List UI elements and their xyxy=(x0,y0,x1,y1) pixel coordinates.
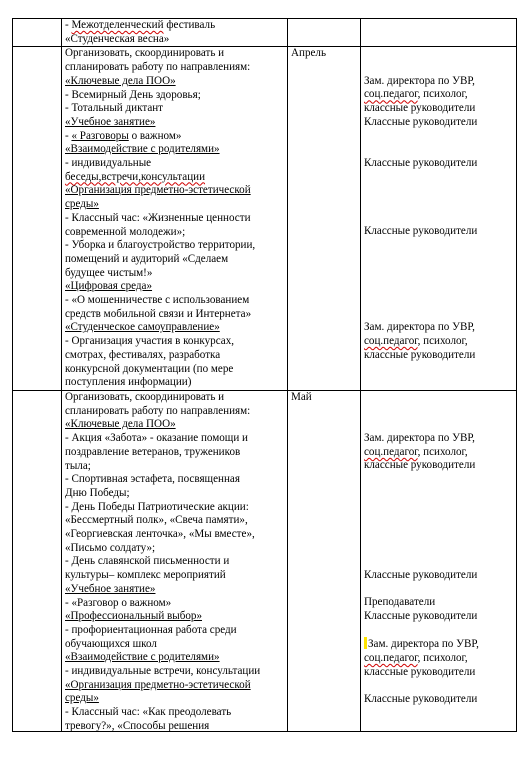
section-heading: среды» xyxy=(65,692,99,705)
responsible-line: Классные руководители xyxy=(364,568,478,581)
responsible-line: Классные руководители xyxy=(364,693,478,706)
responsible-line: Преподаватели xyxy=(364,596,436,609)
activity-line: средств мобильной связи и Интернета» xyxy=(65,307,252,320)
month-label: Апрель xyxy=(291,47,327,60)
activities-cell xyxy=(62,47,288,391)
activity-line: «Письмо солдату»; xyxy=(65,541,156,554)
activity-line: «Бессмертный полк», «Свеча памяти», xyxy=(65,514,248,527)
activity-line: - День славянской письменности и xyxy=(65,555,230,568)
activity-line: «Георгиевская ленточка», «Мы вместе», xyxy=(65,528,255,541)
activity-line: - «Разговор о важном» xyxy=(65,596,172,609)
responsible-cell xyxy=(361,47,517,391)
activity-line: спланировать работу по направлениям: xyxy=(65,404,251,417)
responsible-line: Классные руководители xyxy=(364,225,478,238)
section-heading: «Студенческое самоуправление» xyxy=(65,321,220,334)
activities-cell xyxy=(62,19,288,47)
responsible-line: классные руководители xyxy=(364,665,476,678)
responsible-line: соц.педагог, психолог, xyxy=(364,652,468,665)
activity-line: - Тотальный диктант xyxy=(65,102,164,115)
activity-line: поступления информации) xyxy=(65,376,192,389)
activity-line: тыла; xyxy=(65,459,91,472)
number-cell xyxy=(13,19,62,47)
responsible-line: классные руководители xyxy=(364,459,476,472)
activity-line: Дню Победы; xyxy=(65,486,130,499)
activity-line: - Всемирный День здоровья; xyxy=(65,88,201,101)
section-heading: «Цифровая среда» xyxy=(65,280,153,293)
activity-line: поздравление ветеранов, тружеников xyxy=(65,445,241,458)
activity-line: беседы,встречи,консультации xyxy=(65,170,206,183)
activity-line: - Классный час: «Жизненные ценности xyxy=(65,211,251,224)
activity-line: - индивидуальные встречи, консультации xyxy=(65,665,261,678)
responsible-line: соц.педагог, психолог, xyxy=(364,445,468,458)
text-highlight-mark xyxy=(364,637,367,649)
section-heading: «Ключевые дела ПОО» xyxy=(65,418,176,431)
responsible-line: Зам. директора по УВР, xyxy=(364,637,513,652)
activity-line: - Межотделенческий фестиваль xyxy=(65,19,216,31)
responsible-line: классные руководители xyxy=(364,102,476,115)
responsible-line: Зам. директора по УВР, xyxy=(364,321,475,334)
activity-line: - индивидуальные xyxy=(65,157,152,170)
responsible-cell xyxy=(361,390,517,731)
month-cell xyxy=(288,47,361,391)
activities-cell xyxy=(62,390,288,731)
section-heading: «Организация предметно-эстетической xyxy=(65,678,251,691)
activity-line: Организовать, скоординировать и xyxy=(65,47,225,60)
activity-line: - «О мошенничестве с использованием xyxy=(65,294,250,307)
plan-table xyxy=(12,18,517,732)
responsible-line: Классные руководители xyxy=(364,115,478,128)
activity-line: будущее чистым!» xyxy=(65,266,153,279)
activity-line: - профориентационная работа среди xyxy=(65,623,237,636)
month-cell xyxy=(288,390,361,731)
responsible-line: соц.педагог, психолог, xyxy=(364,88,468,101)
section-heading: среды» xyxy=(65,198,99,211)
activity-line: помещений и аудиторий «Сделаем xyxy=(65,252,229,265)
section-heading: «Ключевые дела ПОО» xyxy=(65,74,176,87)
activity-line: - Классный час: «Как преодолевать xyxy=(65,706,232,719)
table-row xyxy=(13,390,517,731)
section-heading: «Взаимодействие с родителями» xyxy=(65,651,220,664)
responsible-line: Зам. директора по УВР, xyxy=(364,432,475,445)
table-row xyxy=(13,47,517,391)
activity-line: культуры– комплекс мероприятий xyxy=(65,569,226,582)
activity-line: смотрах, фестивалях, разработка xyxy=(65,348,221,361)
responsible-line: Классные руководители xyxy=(364,610,478,623)
responsible-line: соц.педагог, психолог, xyxy=(364,334,468,347)
section-heading: «Учебное занятие» xyxy=(65,582,156,595)
activity-line: - Организация участия в конкурсах, xyxy=(65,335,235,348)
responsible-line: классные руководители xyxy=(364,348,476,361)
table-row xyxy=(13,19,517,47)
activity-line: современной молодежи»; xyxy=(65,225,186,238)
activity-line: Организовать, скоординировать и xyxy=(65,390,225,403)
activity-line: - Спортивная эстафета, посвященная xyxy=(65,473,240,486)
number-cell xyxy=(13,47,62,391)
responsible-line: Классные руководители xyxy=(364,156,478,169)
activity-line: - Уборка и благоустройство территории, xyxy=(65,239,256,252)
activity-line: спланировать работу по направлениям: xyxy=(65,61,251,74)
month-label: Май xyxy=(291,390,312,403)
activity-line: - « Разговоры о важном» xyxy=(65,129,182,142)
activity-line: «Студенческая весна» xyxy=(65,32,170,45)
responsible-cell xyxy=(361,19,517,47)
section-heading: «Организация предметно-эстетической xyxy=(65,184,251,197)
activity-line: - Акция «Забота» - оказание помощи и xyxy=(65,432,248,445)
month-cell xyxy=(288,19,361,47)
activity-line: конкурсной документации (по мере xyxy=(65,362,234,375)
activity-line: тревогу?», «Способы решения xyxy=(65,719,210,731)
section-heading: «Учебное занятие» xyxy=(65,115,156,128)
activity-line: - День Победы Патриотические акции: xyxy=(65,500,249,513)
section-heading: «Профессиональный выбор» xyxy=(65,610,203,623)
section-heading: «Взаимодействие с родителями» xyxy=(65,143,220,156)
activity-line: обучающихся школ xyxy=(65,637,157,650)
number-cell xyxy=(13,390,62,731)
responsible-line: Зам. директора по УВР, xyxy=(364,74,475,87)
